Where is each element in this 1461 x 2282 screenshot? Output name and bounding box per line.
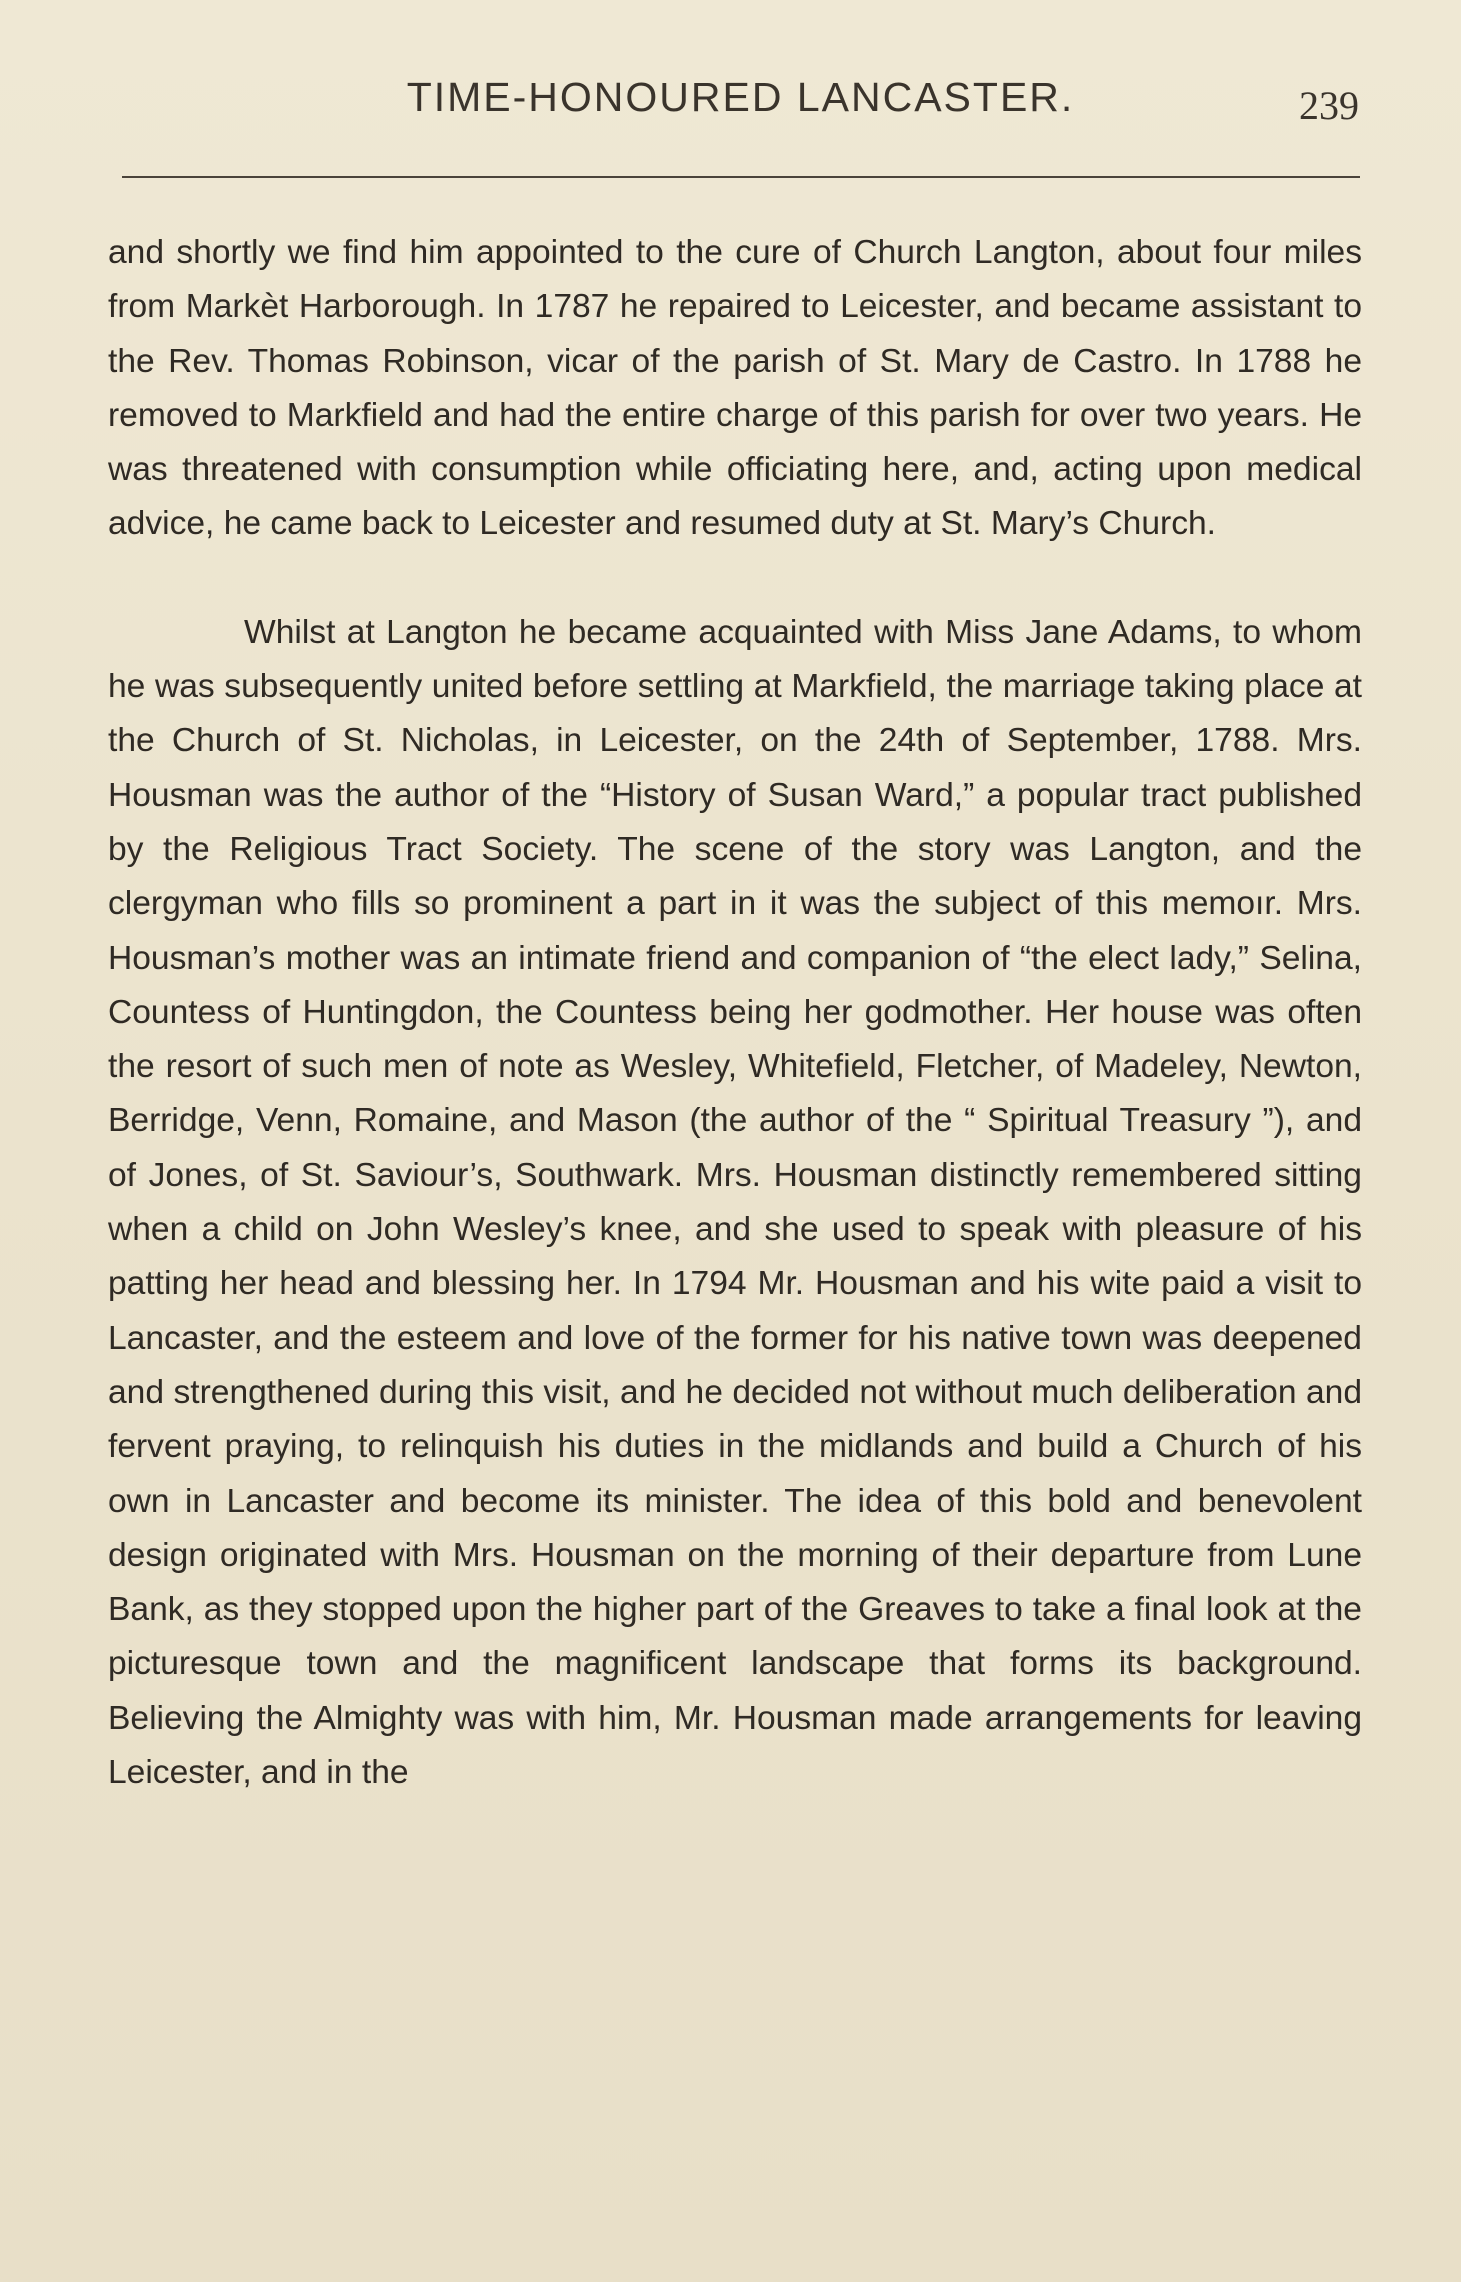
paragraph: Whilst at Langton he became acquainted with Miss Jane Adams, to whom he was subsequently united before settling at Markfield, the marriage taking place at the Church of St. Nicholas, in Leicester, on the 24th of September, 1788. Mrs. Housman was the author of the “History of Susan Ward,” a popular tract published by the Religious Tract Society. The scene of the story was Langton, and the clergyman who fills so prominent a part in it was the subject of this memoır. Mrs. Housman’s mother was an intimate friend and companion of “the elect lady,” Selina, Countess of Huntingdon, the Countess being her godmother. Her house was often the resort of such men of note as Wesley, Whitefield, Fletcher, of Madeley, Newton, Berridge, Venn, Romaine, and Mason (the author of the “ Spiritual Treasury ”), and of Jones, of St. Saviour’s, Southwark. Mrs. Housman distinctly remembered sitting when a child on John Wesley’s knee, and she used to speak with pleasure of his patting her head and blessing her. In 1794 Mr. Housman and his wite paid a visit to Lancaster, and the esteem and love of the former for his native town was deepened and strengthened during this visit, and he decided not without much deliberation and fervent praying, to relinquish his duties in the midlands and build a Church of his own in Lancaster and become its minister. The idea of this bold and benevolent design originated with Mrs. Housman on the morning of their departure from Lune Bank, as they stopped upon the higher part of the Greaves to take a final look at the picturesque town and the magnificent landscape that forms its background. Believing the Almighty was with him, Mr. Housman made arrangements for leaving Leicester, and in the (108, 613, 1362, 1792)
page-number: 239 (1299, 83, 1359, 128)
paragraph: and shortly we find him appointed to the cure of Church Langton, about four miles from Markèt Harborough. In 1787 he repaired to Leicester, and became assistant to the Rev. Thomas Robinson, vicar of the parish of St. Mary de Castro. In 1788 he removed to Markfield and had the entire charge of this parish for over two years. He was threatened with consumption while officiating here, and, acting upon medical advice, he came back to Leicester and resumed duty at St. Mary’s Church. (108, 234, 1362, 543)
running-head-title: TIME-HONOURED LANCASTER. (406, 74, 1075, 120)
running-head (120, 70, 1361, 130)
header-rule (122, 176, 1360, 178)
body-text (108, 226, 1362, 1800)
